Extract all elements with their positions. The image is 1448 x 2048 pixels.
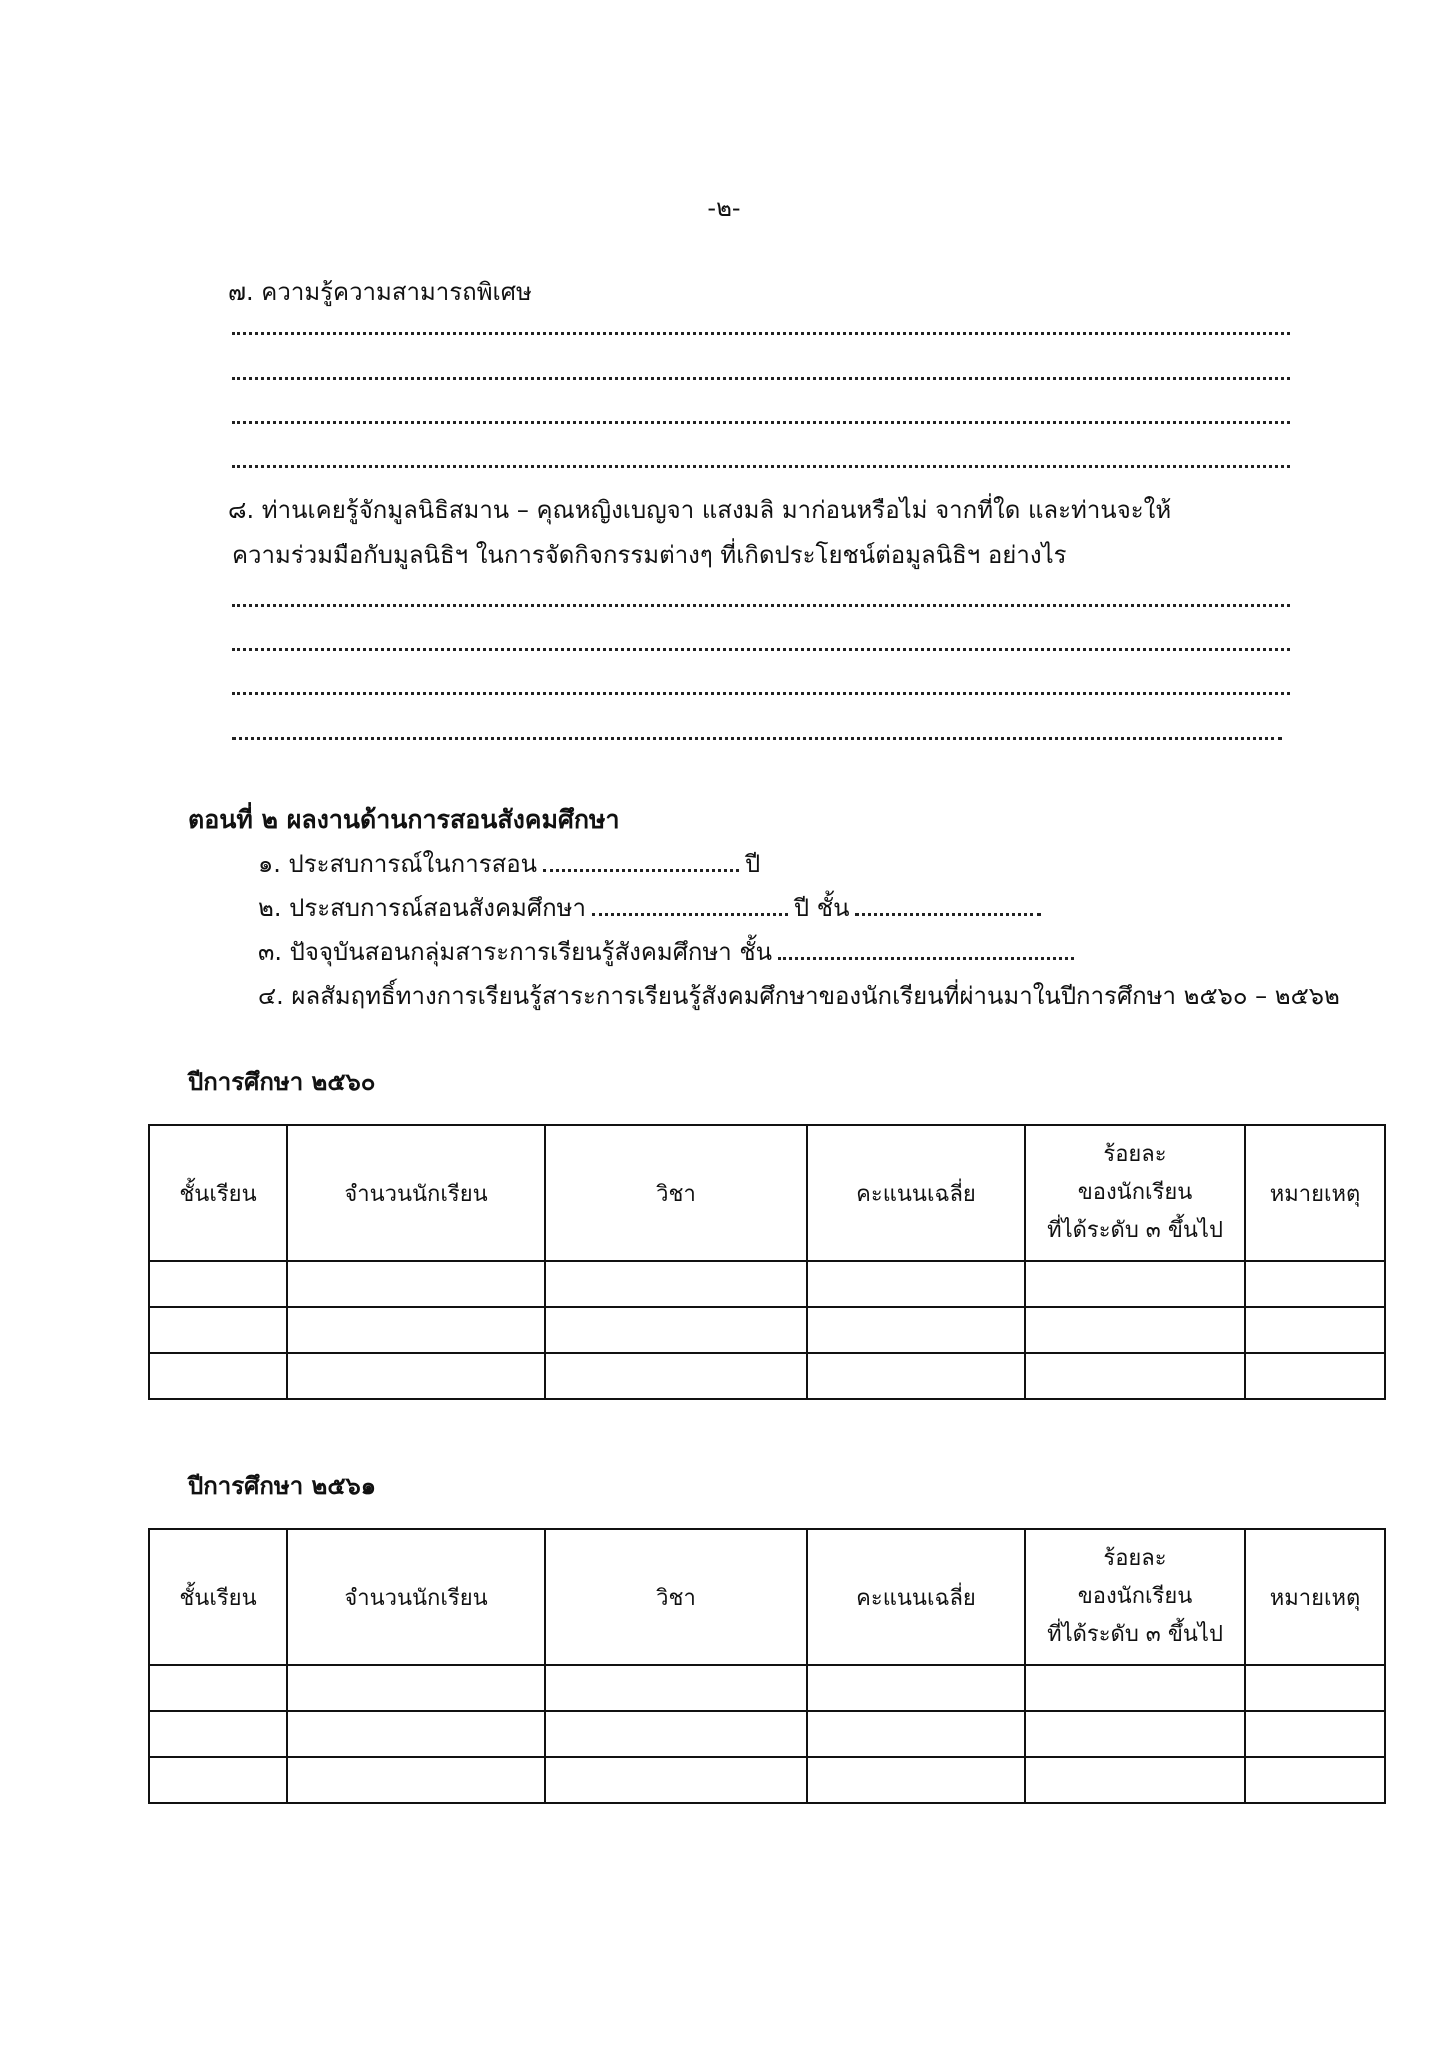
answer-line-q7-1[interactable] (232, 332, 1290, 335)
header-percent-line-2: ของนักเรียน (1077, 1584, 1193, 1609)
year-heading-2560: ปีการศึกษา ๒๕๖๐ (188, 1068, 376, 1096)
header-percent-line-1: ร้อยละ (1103, 1546, 1167, 1571)
achievement-table-2560 (148, 1124, 1386, 1400)
answer-line-q8-2[interactable] (232, 648, 1290, 651)
table-cell[interactable] (149, 1261, 287, 1307)
item-2-label: ๒. ประสบการณ์สอนสังคมศึกษา (258, 894, 586, 922)
part-2-item-4: ๔. ผลสัมฤทธิ์ทางการเรียนรู้สาระการเรียนรู้สังคมศึกษาของนักเรียนที่ผ่านมาในปีการศึกษา ๒๕๖๐ – ๒๕๖๒ (258, 982, 1340, 1010)
table-cell[interactable] (1025, 1261, 1245, 1307)
answer-line-q8-1[interactable] (232, 604, 1290, 607)
question-8-text-line-2: ความร่วมมือกับมูลนิธิฯ ในการจัดกิจกรรมต่างๆ ที่เกิดประโยชน์ต่อมูลนิธิฯ อย่างไร (232, 541, 1067, 569)
answer-line-q7-3[interactable] (232, 421, 1290, 424)
header-average-score: คะแนนเฉลี่ย (807, 1529, 1025, 1665)
achievement-table-2561 (148, 1528, 1386, 1804)
table-cell[interactable] (807, 1261, 1025, 1307)
table-row (149, 1307, 1385, 1353)
table-cell[interactable] (1245, 1711, 1385, 1757)
part-2-item-1 (258, 844, 760, 883)
answer-line-q8-4[interactable] (232, 737, 1282, 740)
table-cell[interactable] (545, 1757, 807, 1803)
table-cell[interactable] (545, 1261, 807, 1307)
header-grade: ชั้นเรียน (149, 1529, 287, 1665)
table-cell[interactable] (149, 1757, 287, 1803)
header-subject: วิชา (545, 1529, 807, 1665)
table-cell[interactable] (1245, 1665, 1385, 1711)
header-percent-line-1: ร้อยละ (1103, 1142, 1167, 1167)
item-1-suffix: ปี (745, 850, 761, 878)
item-1-years-field[interactable] (543, 868, 739, 872)
item-1-label: ๑. ประสบการณ์ในการสอน (258, 850, 538, 878)
table-cell[interactable] (545, 1665, 807, 1711)
year-heading-2561: ปีการศึกษา ๒๕๖๑ (188, 1472, 377, 1500)
header-average-score: คะแนนเฉลี่ย (807, 1125, 1025, 1261)
table-cell[interactable] (545, 1353, 807, 1399)
question-8-text-line-1: ๘. ท่านเคยรู้จักมูลนิธิสมาน – คุณหญิงเบญจา แสงมลิ มาก่อนหรือไม่ จากที่ใด และท่านจะให้ (228, 496, 1172, 524)
table-cell[interactable] (545, 1711, 807, 1757)
answer-line-q7-2[interactable] (232, 377, 1290, 380)
table-cell[interactable] (1245, 1353, 1385, 1399)
item-3-grade-field[interactable] (778, 956, 1074, 960)
table-cell[interactable] (1025, 1353, 1245, 1399)
header-percent-line-2: ของนักเรียน (1077, 1180, 1193, 1205)
item-2-grade-field[interactable] (855, 912, 1041, 916)
table-cell[interactable] (807, 1711, 1025, 1757)
table-cell[interactable] (545, 1307, 807, 1353)
table-cell[interactable] (1025, 1665, 1245, 1711)
table-row (149, 1353, 1385, 1399)
table-cell[interactable] (1245, 1307, 1385, 1353)
header-students: จำนวนนักเรียน (287, 1125, 545, 1261)
item-2-years-field[interactable] (592, 912, 788, 916)
table-cell[interactable] (1025, 1711, 1245, 1757)
table-cell[interactable] (149, 1307, 287, 1353)
table-cell[interactable] (1245, 1261, 1385, 1307)
table-cell[interactable] (287, 1757, 545, 1803)
part-2-item-2 (258, 888, 1047, 927)
table-cell[interactable] (807, 1757, 1025, 1803)
question-7-text: ๗. ความรู้ความสามารถพิเศษ (228, 278, 532, 306)
table-row (149, 1665, 1385, 1711)
table-cell[interactable] (149, 1353, 287, 1399)
table-cell[interactable] (1025, 1757, 1245, 1803)
page-number: -๒- (707, 194, 741, 222)
header-grade: ชั้นเรียน (149, 1125, 287, 1261)
table-row (149, 1261, 1385, 1307)
table-cell[interactable] (287, 1711, 545, 1757)
header-percent-line-3: ที่ได้ระดับ ๓ ขึ้นไป (1047, 1218, 1223, 1243)
header-note: หมายเหตุ (1245, 1529, 1385, 1665)
part-2-heading: ตอนที่ ๒ ผลงานด้านการสอนสังคมศึกษา (188, 805, 620, 834)
table-cell[interactable] (1245, 1757, 1385, 1803)
table-cell[interactable] (149, 1665, 287, 1711)
table-cell[interactable] (287, 1353, 545, 1399)
answer-line-q8-3[interactable] (232, 692, 1290, 695)
table-cell[interactable] (807, 1307, 1025, 1353)
table-cell[interactable] (287, 1261, 545, 1307)
table-header-row (149, 1125, 1385, 1261)
table-row (149, 1711, 1385, 1757)
table-cell[interactable] (287, 1665, 545, 1711)
header-subject: วิชา (545, 1125, 807, 1261)
part-2-item-3 (258, 932, 1080, 971)
table-cell[interactable] (807, 1665, 1025, 1711)
header-percent-level-3 (1025, 1125, 1245, 1261)
item-2-mid: ปี ชั้น (793, 894, 850, 922)
table-cell[interactable] (287, 1307, 545, 1353)
header-students: จำนวนนักเรียน (287, 1529, 545, 1665)
header-percent-level-3 (1025, 1529, 1245, 1665)
item-3-label: ๓. ปัจจุบันสอนกลุ่มสาระการเรียนรู้สังคมศึกษา ชั้น (258, 938, 773, 966)
header-percent-line-3: ที่ได้ระดับ ๓ ขึ้นไป (1047, 1622, 1223, 1647)
table-cell[interactable] (149, 1711, 287, 1757)
answer-line-q7-4[interactable] (232, 465, 1290, 468)
table-header-row (149, 1529, 1385, 1665)
table-row (149, 1757, 1385, 1803)
header-note: หมายเหตุ (1245, 1125, 1385, 1261)
table-cell[interactable] (807, 1353, 1025, 1399)
table-cell[interactable] (1025, 1307, 1245, 1353)
